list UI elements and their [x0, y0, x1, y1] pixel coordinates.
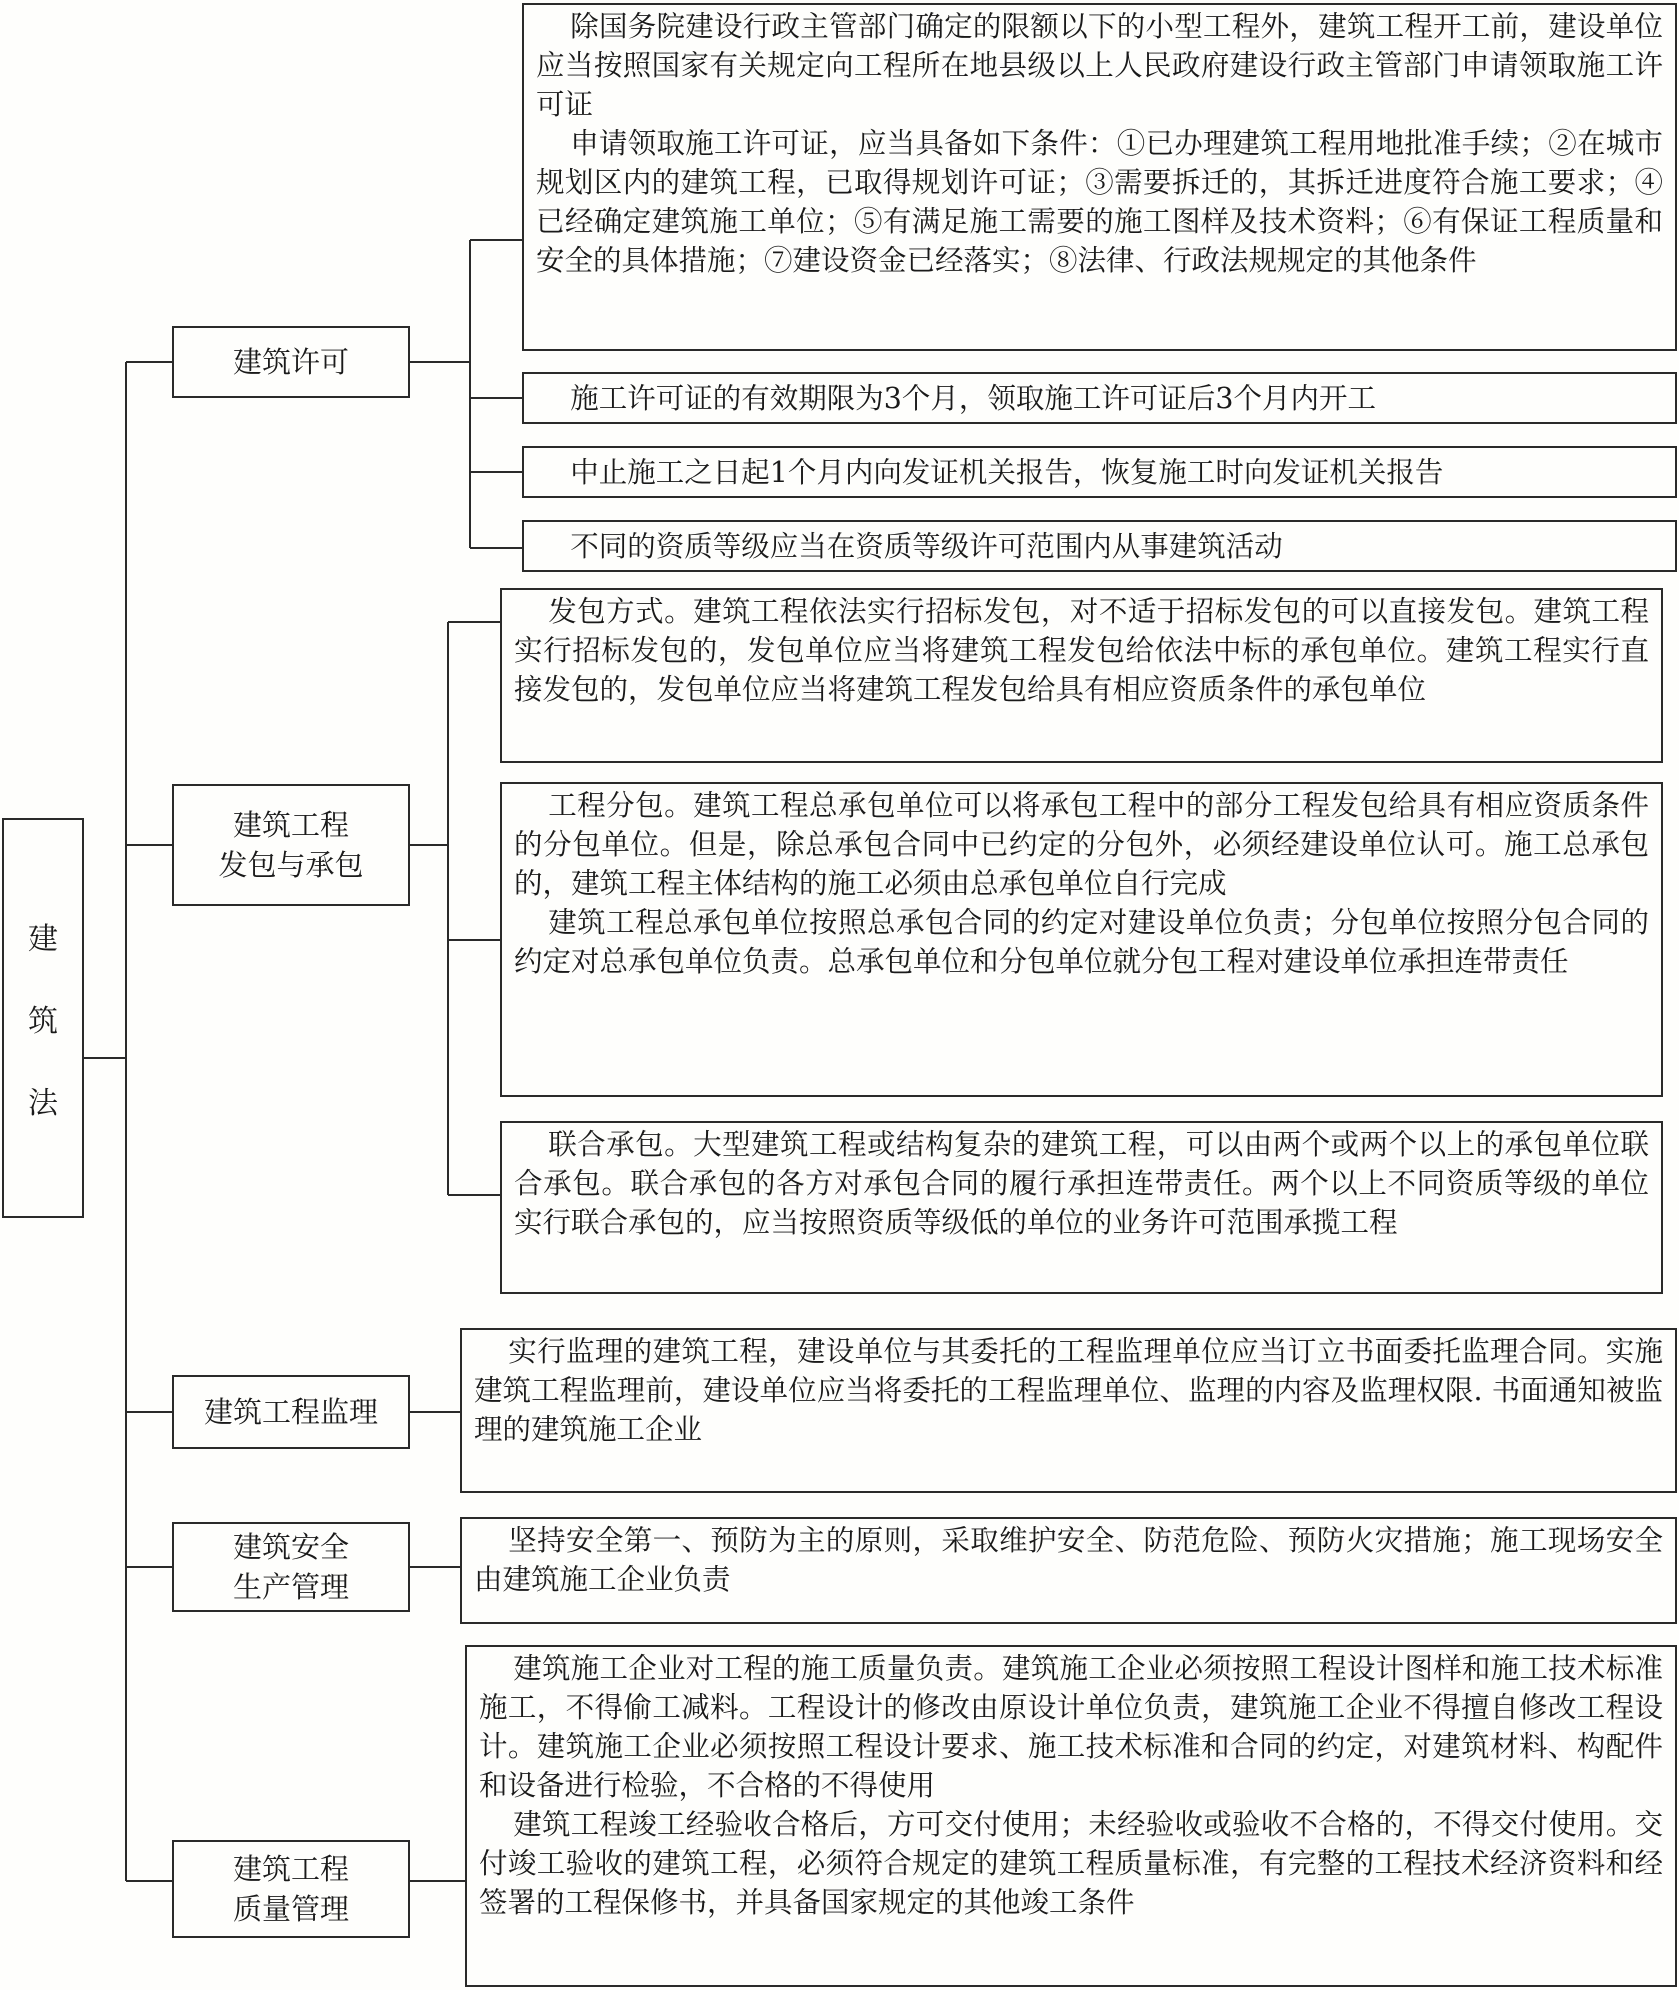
detail-paragraph: 中止施工之日起1个月内向发证机关报告，恢复施工时向发证机关报告	[570, 455, 1444, 489]
detail-paragraph: 申请领取施工许可证，应当具备如下条件：①已办理建筑工程用地批准手续；②在城市规划区内的建筑工程，已取得规划许可证；③需要拆迁的，其拆迁进度符合施工要求；④已经确定建筑施工单位；⑤有满足施工需要的施工图样及技术资料；⑥有保证工程质量和安全的具体措施；⑦建设资金已经落实；⑧法律、行政法规规定的其他条件	[536, 127, 1663, 277]
detail-joint-contracting	[500, 1121, 1663, 1294]
category-label: 质量管理	[232, 1892, 349, 1926]
root-char: 建	[28, 922, 58, 957]
detail-paragraph: 坚持安全第一、预防为主的原则，采取维护安全、防范危险、预防火灾措施；施工现场安全由建筑施工企业负责	[474, 1524, 1663, 1596]
detail-paragraph: 实行监理的建筑工程，建设单位与其委托的工程监理单位应当订立书面委托监理合同。实施建筑工程监理前，建设单位应当将委托的工程监理单位、监理的内容及监理权限. 书面通知被监理的建筑施工企业	[474, 1335, 1663, 1446]
root-char: 筑	[28, 1004, 58, 1039]
detail-contracting-method	[500, 588, 1663, 763]
detail-permit-application	[522, 3, 1677, 351]
root-char: 法	[28, 1086, 58, 1121]
category-contracting	[172, 784, 410, 906]
category-label: 发包与承包	[218, 848, 364, 882]
detail-subcontracting	[500, 782, 1663, 1097]
category-label: 生产管理	[232, 1570, 349, 1604]
detail-paragraph: 工程分包。建筑工程总承包单位可以将承包工程中的部分工程发包给具有相应资质条件的分包单位。但是，除总承包合同中已约定的分包外，必须经建设单位认可。施工总承包的，建筑工程主体结构的施工必须由总承包单位自行完成	[514, 789, 1649, 900]
category-label: 建筑工程监理	[203, 1395, 378, 1429]
detail-suspension-report	[522, 446, 1677, 498]
detail-paragraph: 联合承包。大型建筑工程或结构复杂的建筑工程，可以由两个或两个以上的承包单位联合承包。联合承包的各方对承包合同的履行承担连带责任。两个以上不同资质等级的单位实行联合承包的，应当按照资质等级低的单位的业务许可范围承揽工程	[514, 1128, 1649, 1239]
root-node	[2, 818, 84, 1218]
detail-quality	[465, 1645, 1677, 1987]
category-label: 建筑工程	[232, 1852, 349, 1886]
detail-paragraph: 施工许可证的有效期限为3个月，领取施工许可证后3个月内开工	[570, 381, 1376, 415]
detail-paragraph: 建筑工程竣工经验收合格后，方可交付使用；未经验收或验收不合格的，不得交付使用。交付竣工验收的建筑工程，必须符合规定的建筑工程质量标准，有完整的工程技术经济资料和经签署的工程保修书，并具备国家规定的其他竣工条件	[479, 1808, 1663, 1919]
category-label: 建筑许可	[232, 345, 349, 379]
detail-paragraph: 建筑施工企业对工程的施工质量负责。建筑施工企业必须按照工程设计图样和施工技术标准施工，不得偷工减料。工程设计的修改由原设计单位负责，建筑施工企业不得擅自修改工程设计。建筑施工企业必须按照工程设计要求、施工技术标准和合同的约定，对建筑材料、构配件和设备进行检验，不合格的不得使用	[479, 1652, 1663, 1802]
category-quality	[172, 1840, 410, 1938]
detail-paragraph: 发包方式。建筑工程依法实行招标发包，对不适于招标发包的可以直接发包。建筑工程实行招标发包的，发包单位应当将建筑工程发包给依法中标的承包单位。建筑工程实行直接发包的，发包单位应当将建筑工程发包给具有相应资质条件的承包单位	[514, 595, 1649, 706]
detail-permit-validity	[522, 372, 1677, 424]
detail-paragraph: 除国务院建设行政主管部门确定的限额以下的小型工程外，建筑工程开工前，建设单位应当按照国家有关规定向工程所在地县级以上人民政府建设行政主管部门申请领取施工许可证	[536, 10, 1663, 121]
category-supervision	[172, 1375, 410, 1449]
category-safety	[172, 1522, 410, 1612]
detail-paragraph: 建筑工程总承包单位按照总承包合同的约定对建设单位负责；分包单位按照分包合同的约定对总承包单位负责。总承包单位和分包单位就分包工程对建设单位承担连带责任	[514, 906, 1649, 978]
detail-safety	[460, 1517, 1677, 1624]
detail-qualification-scope	[522, 520, 1677, 572]
detail-supervision	[460, 1328, 1677, 1493]
detail-paragraph: 不同的资质等级应当在资质等级许可范围内从事建筑活动	[570, 529, 1283, 563]
category-label: 建筑安全	[232, 1530, 349, 1564]
category-label: 建筑工程	[232, 808, 349, 842]
category-building-permit	[172, 326, 410, 398]
